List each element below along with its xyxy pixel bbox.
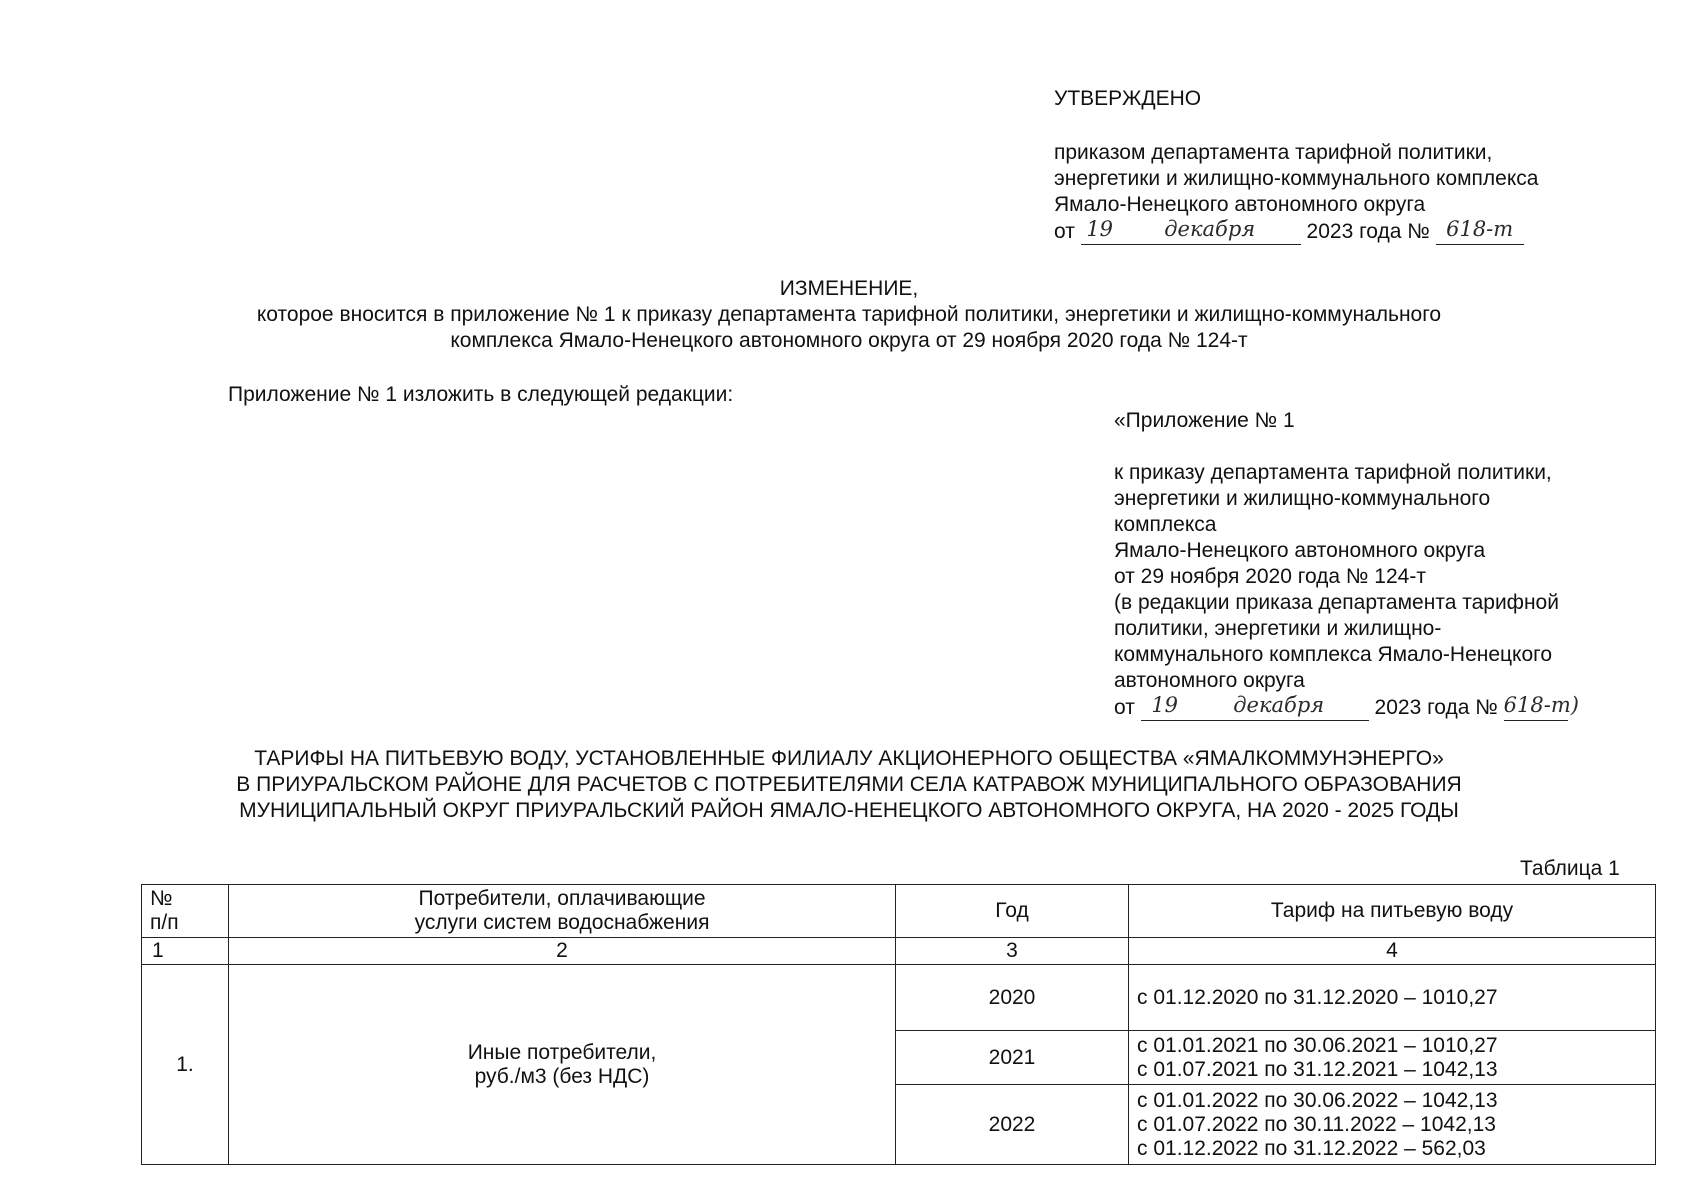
approval-heading [1054,86,1201,112]
year-cell: 2020 [896,965,1129,1031]
appendix-line: к приказу департамента тарифной политики, [1114,461,1552,484]
column-number: 2 [229,938,896,965]
tariff-title [0,746,1698,824]
handwritten-day: 19 [1081,218,1119,245]
year-cell: 2021 [896,1031,1129,1085]
appendix-line: от 29 ноября 2020 года № 124-т [1114,565,1426,588]
header-consumers: Потребители, оплачивающие услуги систем водоснабжения [229,885,896,938]
appendix-heading: «Приложение № 1 [1114,409,1295,432]
appendix-block [1114,408,1579,721]
tariff-cell: с 01.01.2022 по 30.06.2022 – 1042,13 с 01.07.2022 по 30.11.2022 – 1042,13 с 01.12.2022 по 31.12.2022 – 562,03 [1129,1085,1656,1165]
header-tariff: Тариф на питьевую воду [1129,885,1656,938]
appendix-line: политики, энергетики и жилищно- [1114,617,1442,640]
tariff-title-line: МУНИЦИПАЛЬНЫЙ ОКРУГ ПРИУРАЛЬСКИЙ РАЙОН ЯМАЛО-НЕНЕЦКОГО АВТОНОМНОГО ОКРУГА, НА 2020 - 2025 ГОДЫ [239,799,1459,822]
tariff-cell: с 01.12.2020 по 31.12.2020 – 1010,27 [1129,965,1656,1031]
appendix-line: автономного округа [1114,669,1305,692]
row-number: 1. [142,965,229,1165]
handwritten-month: декабря [1189,694,1369,721]
year-cell: 2022 [896,1085,1129,1165]
column-number: 3 [896,938,1129,965]
date-year: 2023 года № [1374,696,1498,719]
appendix-line: комплекса [1114,513,1217,536]
handwritten-day: 19 [1141,694,1189,721]
approval-line: приказом департамента тарифной политики, [1054,141,1493,164]
table-caption: Таблица 1 [1520,857,1620,880]
intro-paragraph: Приложение № 1 изложить в следующей редакции: [228,383,734,406]
column-number: 4 [1129,938,1656,965]
appendix-date-line [1114,693,1579,721]
handwritten-order-number: 618-т) [1504,694,1568,721]
tariff-title-line: В ПРИУРАЛЬСКОМ РАЙОНЕ ДЛЯ РАСЧЕТОВ С ПОТРЕБИТЕЛЯМИ СЕЛА КАТРАВОЖ МУНИЦИПАЛЬНОГО ОБРАЗОВАНИЯ [236,773,1462,796]
column-number: 1 [142,938,229,965]
header-num: № п/п [142,885,229,938]
approval-date-line [1054,218,1538,245]
change-title: ИЗМЕНЕНИЕ, [779,277,919,300]
consumer-cell: Иные потребители, руб./м3 (без НДС) [229,965,896,1165]
approved-title: УТВЕРЖДЕНО [1054,87,1202,110]
tariff-title-line: ТАРИФЫ НА ПИТЬЕВУЮ ВОДУ, УСТАНОВЛЕННЫЕ ФИЛИАЛУ АКЦИОНЕРНОГО ОБЩЕСТВА «ЯМАЛКОММУНЭНЕРГО» [254,747,1444,770]
change-subtitle-line: комплекса Ямало-Ненецкого автономного округа от 29 ноября 2020 года № 124-т [450,329,1248,352]
date-year: 2023 года № [1306,220,1430,243]
tariff-table [141,884,1656,1165]
approval-line: Ямало-Ненецкого автономного округа [1054,193,1426,216]
column-number-row [142,938,1656,965]
appendix-line: Ямало-Ненецкого автономного округа [1114,539,1486,562]
handwritten-order-number: 618-т [1436,218,1524,245]
appendix-line: коммунального комплекса Ямало-Ненецкого [1114,643,1553,666]
handwritten-month: декабря [1119,218,1301,245]
date-prefix: от [1054,220,1075,243]
approval-block [1054,140,1538,245]
date-prefix: от [1114,696,1135,719]
tariff-cell: с 01.01.2021 по 30.06.2021 – 1010,27 с 01.07.2021 по 31.12.2021 – 1042,13 [1129,1031,1656,1085]
header-year: Год [896,885,1129,938]
change-subtitle-line: которое вносится в приложение № 1 к приказу департамента тарифной политики, энергетики и жилищно-коммунального [256,303,1442,326]
appendix-line: (в редакции приказа департамента тарифной [1114,591,1559,614]
table-row [142,965,1656,1031]
appendix-line: энергетики и жилищно-коммунального [1114,487,1491,510]
table-header-row [142,885,1656,938]
change-heading-block [0,276,1698,354]
approval-line: энергетики и жилищно-коммунального комплекса [1054,167,1539,190]
